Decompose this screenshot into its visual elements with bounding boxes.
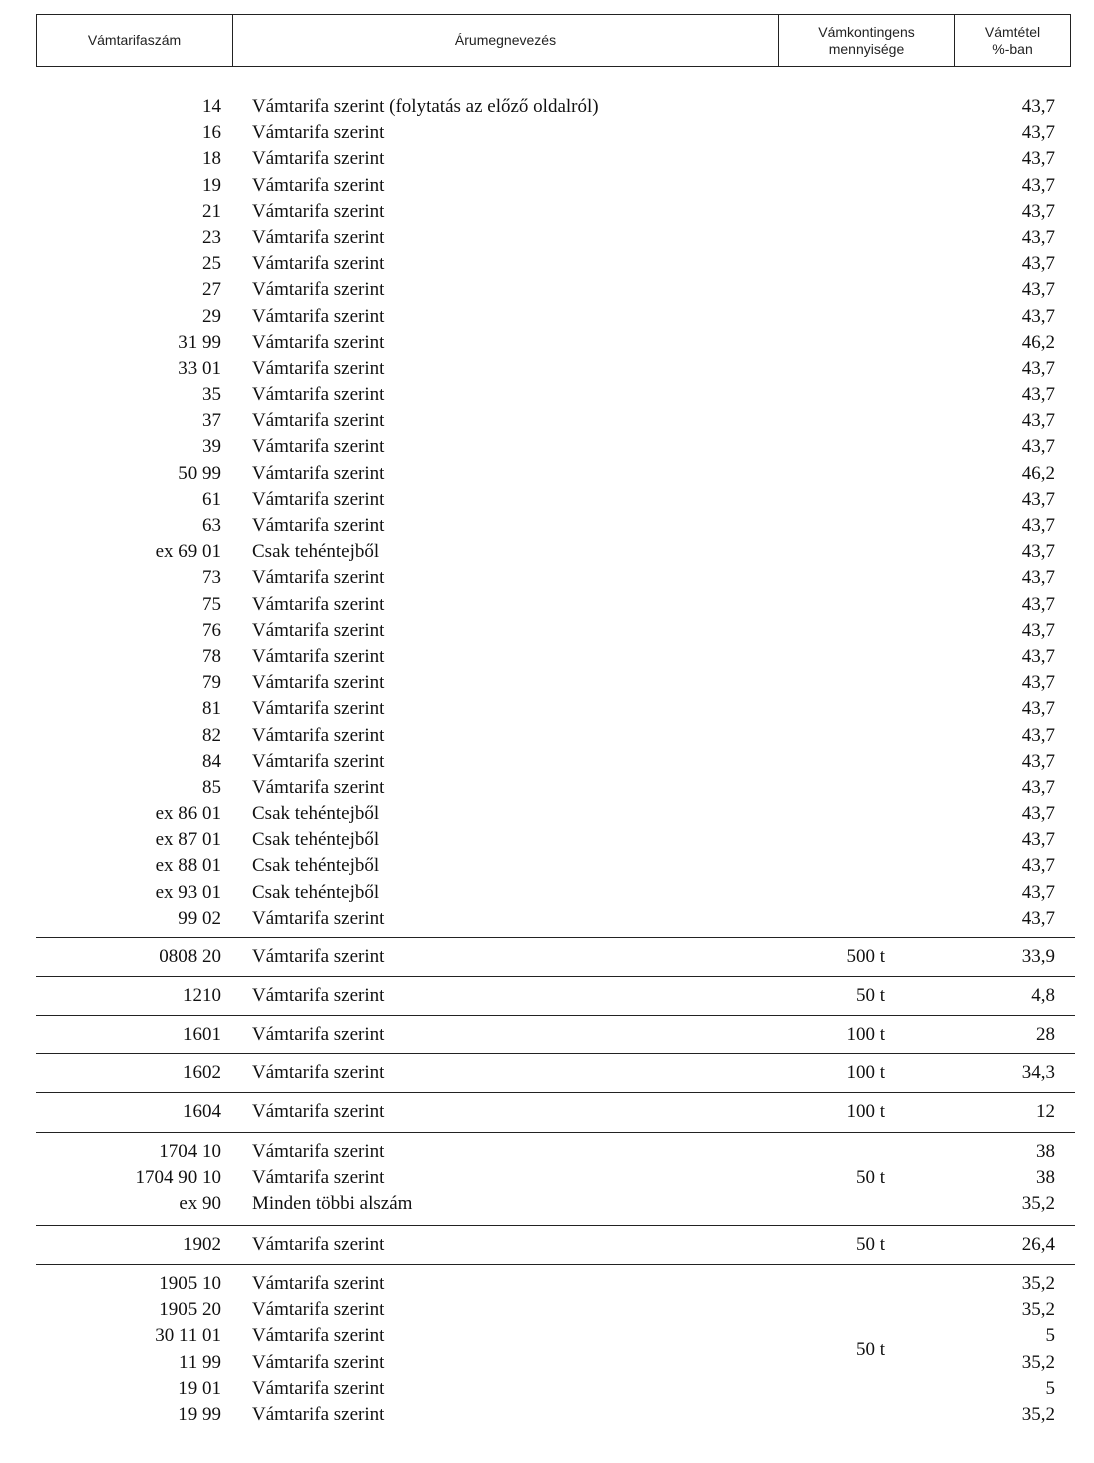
goods-description: Vámtarifa szerint: [252, 567, 385, 589]
goods-description: Vámtarifa szerint: [252, 1141, 385, 1162]
table-row: [36, 1376, 1075, 1402]
quota-quantity: 50 t: [855, 1234, 885, 1256]
tariff-code: 61: [202, 488, 221, 510]
duty-rate: 43,7: [1021, 567, 1055, 589]
goods-description: Vámtarifa szerint: [252, 488, 385, 510]
goods-description: Vámtarifa szerint: [252, 776, 385, 798]
goods-description: Vámtarifa szerint: [252, 1377, 385, 1399]
goods-description: Vámtarifa szerint: [252, 1351, 385, 1373]
table-row: [36, 539, 1075, 565]
goods-description: Vámtarifa szerint: [252, 619, 385, 641]
goods-description: Vámtarifa szerint: [252, 907, 385, 929]
duty-rate: 35,2: [1021, 1299, 1055, 1321]
tariff-code: 84: [202, 750, 221, 772]
table-row: [36, 513, 1075, 539]
tariff-code: 19 01: [178, 1377, 221, 1399]
goods-description: Csak tehéntejből: [252, 541, 380, 563]
duty-rate: 43,7: [1021, 881, 1055, 903]
goods-description: Vámtarifa szerint: [252, 148, 385, 170]
goods-description: Vámtarifa szerint: [252, 410, 385, 432]
tariff-code: 1604: [183, 1101, 221, 1122]
duty-rate: 43,7: [1021, 174, 1055, 196]
table-row: [36, 618, 1075, 644]
goods-description: Vámtarifa szerint: [252, 672, 385, 694]
tariff-code: 1602: [183, 1062, 221, 1083]
goods-description: Vámtarifa szerint: [252, 305, 385, 327]
table-row: [36, 487, 1075, 513]
tariff-code: ex 90: [179, 1193, 221, 1215]
table-row: [36, 1191, 1075, 1217]
goods-description: Vámtarifa szerint: [252, 253, 385, 275]
duty-rate: 43,7: [1021, 619, 1055, 641]
row-group: [36, 1264, 1075, 1428]
goods-description: Vámtarifa szerint: [252, 985, 385, 1006]
duty-rate: 43,7: [1021, 776, 1055, 798]
duty-rate: 46,2: [1021, 331, 1055, 353]
goods-description: Vámtarifa szerint: [252, 1403, 385, 1425]
duty-rate: 4,8: [1031, 985, 1055, 1006]
table-row: [36, 775, 1075, 801]
duty-rate: 43,7: [1021, 410, 1055, 432]
table-row: [36, 1271, 1075, 1297]
goods-description: Vámtarifa szerint: [252, 1167, 385, 1189]
goods-description: Vámtarifa szerint: [252, 1024, 385, 1045]
tariff-code: 63: [202, 515, 221, 536]
duty-rate: 43,7: [1021, 96, 1055, 117]
duty-rate: 43,7: [1021, 305, 1055, 327]
table-row: [36, 801, 1075, 827]
duty-rate: 43,7: [1021, 488, 1055, 510]
goods-description: Vámtarifa szerint: [252, 1299, 385, 1321]
tariff-code: 27: [202, 279, 221, 301]
tariff-code: 1601: [183, 1024, 221, 1045]
tariff-code: 35: [202, 384, 221, 406]
goods-description: Vámtarifa szerint: [252, 357, 385, 379]
quota-quantity: 50 t: [855, 1167, 885, 1189]
table-row: [36, 670, 1075, 696]
duty-rate: 35,2: [1021, 1193, 1055, 1215]
table-row: [36, 1350, 1075, 1376]
goods-description: Vámtarifa szerint: [252, 174, 385, 196]
row-group: [36, 1225, 1075, 1258]
goods-description: Csak tehéntejből: [252, 829, 380, 851]
duty-rate: 43,7: [1021, 226, 1055, 248]
goods-description: Vámtarifa szerint: [252, 698, 385, 720]
tariff-code: 73: [202, 567, 221, 589]
table-row: [36, 644, 1075, 670]
goods-description: Vámtarifa szerint: [252, 593, 385, 615]
tariff-code: 29: [202, 305, 221, 327]
tariff-code: 11 99: [178, 1351, 221, 1373]
table-row: [36, 906, 1075, 932]
goods-description: Vámtarifa szerint: [252, 750, 385, 772]
goods-description: Vámtarifa szerint: [252, 645, 385, 667]
duty-rate: 28: [1036, 1024, 1055, 1045]
row-group: [36, 1132, 1075, 1218]
row-group: [36, 1015, 1075, 1048]
tariff-code: ex 93 01: [155, 881, 221, 903]
goods-description: Vámtarifa szerint: [252, 384, 385, 406]
goods-description: Vámtarifa szerint: [252, 1234, 385, 1255]
quota-quantity: 50 t: [855, 985, 885, 1007]
table-row: [36, 146, 1075, 172]
quota-quantity: 100 t: [846, 1062, 885, 1084]
table-row: [36, 1099, 1075, 1125]
tariff-code: 1902: [183, 1234, 221, 1255]
goods-description: Vámtarifa szerint: [252, 226, 385, 248]
row-group: [36, 94, 1075, 932]
tariff-code: 78: [202, 645, 221, 667]
quota-quantity: 50 t: [855, 1338, 885, 1360]
tariff-code: 1704 10: [159, 1141, 221, 1162]
table-row: [36, 1297, 1075, 1323]
duty-rate: 43,7: [1021, 515, 1055, 536]
tariff-code: 1210: [183, 985, 221, 1006]
duty-rate: 43,7: [1021, 148, 1055, 170]
duty-rate: 26,4: [1021, 1234, 1055, 1255]
table-row: [36, 749, 1075, 775]
tariff-code: 39: [202, 436, 221, 458]
table-row: [36, 1323, 1075, 1349]
tariff-code: 30 11 01: [155, 1325, 221, 1347]
duty-rate: 35,2: [1021, 1351, 1055, 1373]
table-row: [36, 1165, 1075, 1191]
tariff-code: 1704 90 10: [135, 1167, 221, 1189]
table-header: [36, 14, 1071, 67]
tariff-code: 31 99: [178, 331, 221, 353]
goods-description: Vámtarifa szerint: [252, 331, 385, 353]
table-row: [36, 592, 1075, 618]
tariff-code: 82: [202, 724, 221, 746]
goods-description: Vámtarifa szerint: [252, 515, 385, 536]
table-row: [36, 880, 1075, 906]
duty-rate: 43,7: [1021, 384, 1055, 406]
duty-rate: 38: [1036, 1167, 1055, 1189]
tariff-code: 25: [202, 253, 221, 275]
duty-rate: 43,7: [1021, 200, 1055, 222]
tariff-code: 76: [202, 619, 221, 641]
tariff-code: ex 88 01: [155, 855, 221, 877]
goods-description: Vámtarifa szerint: [252, 200, 385, 222]
tariff-code: 1905 20: [159, 1299, 221, 1321]
table-row: [36, 304, 1075, 330]
goods-description: Vámtarifa szerint (folytatás az előző oldalról): [252, 96, 599, 117]
tariff-code: 0808 20: [159, 946, 221, 967]
header-duty-rate: Vámtétel %-ban: [954, 15, 1070, 66]
table-row: [36, 94, 1075, 120]
table-row: [36, 723, 1075, 749]
table-row: [36, 827, 1075, 853]
table-row: [36, 1022, 1075, 1048]
goods-description: Vámtarifa szerint: [252, 1101, 385, 1122]
goods-description: Csak tehéntejből: [252, 881, 380, 903]
goods-description: Csak tehéntejből: [252, 855, 380, 877]
goods-description: Vámtarifa szerint: [252, 1062, 385, 1083]
goods-description: Vámtarifa szerint: [252, 436, 385, 458]
goods-description: Vámtarifa szerint: [252, 279, 385, 301]
duty-rate: 35,2: [1021, 1273, 1055, 1294]
row-group: [36, 1053, 1075, 1086]
duty-rate: 12: [1036, 1101, 1055, 1122]
tariff-code: 85: [202, 776, 221, 798]
table-row: [36, 1232, 1075, 1258]
tariff-code: 81: [202, 698, 221, 720]
duty-rate: 43,7: [1021, 907, 1055, 929]
goods-description: Vámtarifa szerint: [252, 946, 385, 967]
tariff-code: 50 99: [178, 462, 221, 484]
tariff-code: 14: [202, 96, 221, 117]
tariff-code: 33 01: [178, 357, 221, 379]
duty-rate: 43,7: [1021, 724, 1055, 746]
table-row: [36, 565, 1075, 591]
tariff-code: ex 86 01: [155, 803, 221, 825]
tariff-code: 19: [202, 174, 221, 196]
table-row: [36, 356, 1075, 382]
header-tariff-number: Vámtarifaszám: [87, 32, 182, 48]
duty-rate: 43,7: [1021, 750, 1055, 772]
duty-rate: 43,7: [1021, 593, 1055, 615]
table-row: [36, 983, 1075, 1009]
duty-rate: 43,7: [1021, 122, 1055, 144]
table-row: [36, 330, 1075, 356]
duty-rate: 43,7: [1021, 436, 1055, 458]
tariff-code: 21: [202, 200, 221, 222]
table-row: [36, 382, 1075, 408]
table-row: [36, 434, 1075, 460]
tariff-code: 18: [202, 148, 221, 170]
table-row: [36, 408, 1075, 434]
tariff-code: 79: [202, 672, 221, 694]
tariff-code: 75: [202, 593, 221, 615]
quota-quantity: 100 t: [846, 1024, 885, 1046]
duty-rate: 33,9: [1021, 946, 1055, 967]
table-row: [36, 120, 1075, 146]
duty-rate: 46,2: [1021, 462, 1055, 484]
table-row: [36, 173, 1075, 199]
duty-rate: 5: [1045, 1325, 1055, 1347]
goods-description: Vámtarifa szerint: [252, 1273, 385, 1294]
table-row: [36, 199, 1075, 225]
tariff-code: 37: [202, 410, 221, 432]
duty-rate: 35,2: [1021, 1403, 1055, 1425]
duty-rate: 5: [1045, 1377, 1055, 1399]
tariff-code: 23: [202, 226, 221, 248]
table-row: [36, 944, 1075, 970]
table-row: [36, 853, 1075, 879]
goods-description: Csak tehéntejből: [252, 803, 380, 825]
tariff-code: 99 02: [178, 907, 221, 929]
table-row: [36, 277, 1075, 303]
row-group: [36, 976, 1075, 1009]
duty-rate: 43,7: [1021, 803, 1055, 825]
duty-rate: 43,7: [1021, 829, 1055, 851]
tariff-code: ex 69 01: [155, 541, 221, 563]
table-row: [36, 1060, 1075, 1086]
row-group: [36, 1092, 1075, 1125]
duty-rate: 38: [1036, 1141, 1055, 1162]
tariff-code: 1905 10: [159, 1273, 221, 1294]
quota-quantity: 500 t: [846, 946, 885, 968]
table-row: [36, 225, 1075, 251]
duty-rate: 43,7: [1021, 672, 1055, 694]
goods-description: Vámtarifa szerint: [252, 462, 385, 484]
tariff-code: ex 87 01: [155, 829, 221, 851]
goods-description: Vámtarifa szerint: [252, 724, 385, 746]
tariff-code: 16: [202, 122, 221, 144]
duty-rate: 43,7: [1021, 279, 1055, 301]
tariff-code: 19 99: [178, 1403, 221, 1425]
duty-rate: 43,7: [1021, 541, 1055, 563]
quota-quantity: 100 t: [846, 1101, 885, 1123]
goods-description: Vámtarifa szerint: [252, 1325, 385, 1347]
table-row: [36, 696, 1075, 722]
table-row: [36, 1139, 1075, 1165]
table-row: [36, 461, 1075, 487]
table-row: [36, 1402, 1075, 1428]
duty-rate: 43,7: [1021, 698, 1055, 720]
duty-rate: 43,7: [1021, 645, 1055, 667]
duty-rate: 43,7: [1021, 357, 1055, 379]
row-group: [36, 937, 1075, 970]
duty-rate: 43,7: [1021, 855, 1055, 877]
goods-description: Vámtarifa szerint: [252, 122, 385, 144]
duty-rate: 34,3: [1021, 1062, 1055, 1083]
goods-description: Minden többi alszám: [252, 1193, 413, 1215]
header-quota-quantity: Vámkontingens mennyisége: [778, 15, 954, 66]
duty-rate: 43,7: [1021, 253, 1055, 275]
header-goods-description: Árumegnevezés: [232, 15, 778, 66]
table-row: [36, 251, 1075, 277]
